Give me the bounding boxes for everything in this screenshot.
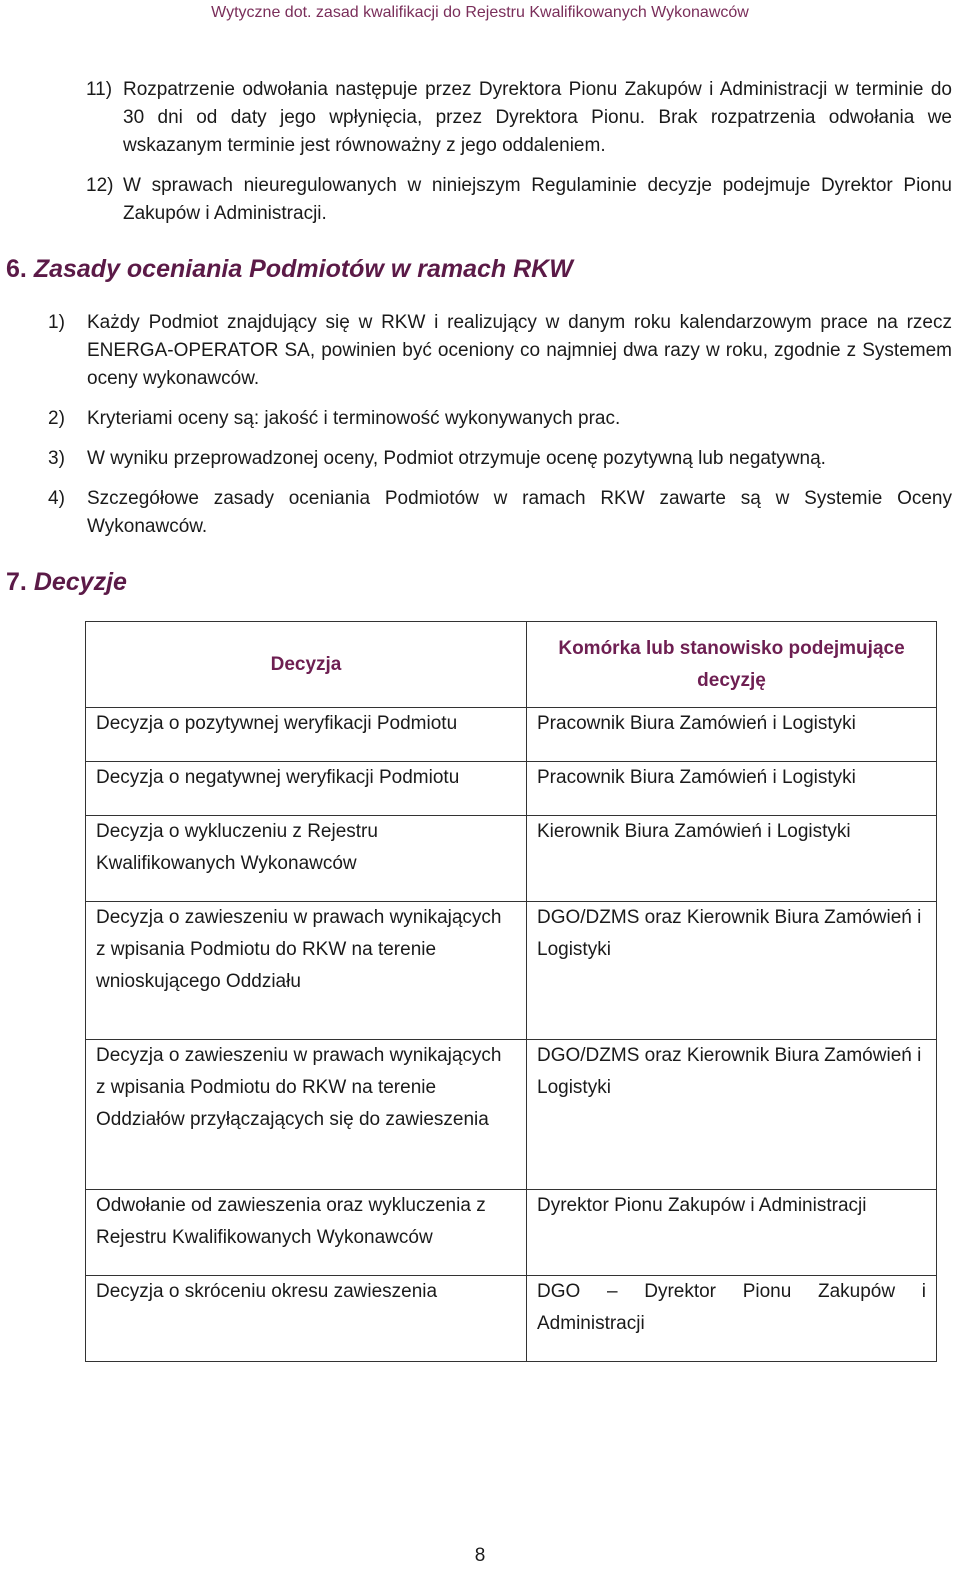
table-header-row — [86, 622, 937, 708]
section-6-list — [48, 309, 952, 553]
unit-cell: DGO/DZMS oraz Kierownik Biura Zamówień i Logistyki — [527, 1040, 937, 1190]
list-item-number: 12) — [86, 175, 114, 196]
header-decision: Decyzja — [86, 622, 527, 708]
list-item — [48, 405, 952, 433]
unit-cell: DGO – Dyrektor Pionu Zakupów i Administracji — [527, 1276, 937, 1362]
section-number: 6. — [6, 255, 27, 283]
table-row — [86, 1190, 937, 1276]
list-item — [86, 76, 952, 160]
section-number: 7. — [6, 568, 27, 596]
list-item — [48, 309, 952, 393]
list-item — [48, 485, 952, 541]
section-title: Zasady oceniania Podmiotów w ramach RKW — [33, 255, 573, 283]
unit-cell: Kierownik Biura Zamówień i Logistyki — [527, 816, 937, 902]
list-item — [48, 445, 952, 473]
list-item-text: W sprawach nieuregulowanych w niniejszym Regulaminie decyzje podejmuje Dyrektor Pionu Zakupów i Administracji. — [123, 175, 952, 224]
decision-cell: Decyzja o zawieszeniu w prawach wynikających z wpisania Podmiotu do RKW na terenie wnioskującego Oddziału — [86, 902, 527, 1040]
table-row — [86, 762, 937, 816]
list-item-number: 4) — [48, 488, 65, 509]
decision-cell: Decyzja o wykluczeniu z Rejestru Kwalifikowanych Wykonawców — [86, 816, 527, 902]
decision-cell: Decyzja o negatywnej weryfikacji Podmiotu — [86, 762, 527, 816]
list-item-number: 3) — [48, 448, 65, 469]
table-row — [86, 902, 937, 1040]
table-row — [86, 708, 937, 762]
list-item-text: Kryteriami oceny są: jakość i terminowość wykonywanych prac. — [87, 408, 621, 429]
running-header: Wytyczne dot. zasad kwalifikacji do Rejestru Kwalifikowanych Wykonawców — [211, 4, 749, 21]
previous-section-list — [86, 76, 952, 228]
decision-cell: Odwołanie od zawieszenia oraz wykluczenia z Rejestru Kwalifikowanych Wykonawców — [86, 1190, 527, 1276]
list-item-text: Szczegółowe zasady oceniania Podmiotów w ramach RKW zawarte są w Systemie Oceny Wykonawców. — [87, 488, 952, 537]
list-item-number: 1) — [48, 312, 65, 333]
section-title: Decyzje — [33, 568, 127, 596]
header-unit: Komórka lub stanowisko podejmujące decyzję — [527, 622, 937, 708]
unit-cell: Dyrektor Pionu Zakupów i Administracji — [527, 1190, 937, 1276]
unit-cell: Pracownik Biura Zamówień i Logistyki — [527, 762, 937, 816]
page-number: 8 — [474, 1545, 486, 1566]
decision-cell: Decyzja o pozytywnej weryfikacji Podmiotu — [86, 708, 527, 762]
list-item-text: W wyniku przeprowadzonej oceny, Podmiot otrzymuje ocenę pozytywną lub negatywną. — [87, 448, 826, 469]
unit-cell: Pracownik Biura Zamówień i Logistyki — [527, 708, 937, 762]
section-7-heading — [6, 568, 127, 597]
table-row — [86, 1276, 937, 1362]
decision-cell: Decyzja o skróceniu okresu zawieszenia — [86, 1276, 527, 1362]
list-item-number: 11) — [86, 79, 113, 100]
table-row — [86, 1040, 937, 1190]
unit-cell: DGO/DZMS oraz Kierownik Biura Zamówień i Logistyki — [527, 902, 937, 1040]
list-item-text: Każdy Podmiot znajdujący się w RKW i realizujący w danym roku kalendarzowym prace na rzecz ENERGA-OPERATOR SA, powinien być oceniony co najmniej dwa razy w roku, zgodnie z Systemem oceny wykonawców. — [87, 312, 952, 389]
list-item-text: Rozpatrzenie odwołania następuje przez Dyrektora Pionu Zakupów i Administracji w terminie do 30 dni od daty jego wpłynięcia, przez Dyrektora Pionu. Brak rozpatrzenia odwołania we wskazanym terminie jest równoważny z jego oddaleniem. — [123, 79, 952, 156]
list-item-number: 2) — [48, 408, 65, 429]
decision-cell: Decyzja o zawieszeniu w prawach wynikających z wpisania Podmiotu do RKW na terenie Oddziałów przyłączających się do zawieszenia — [86, 1040, 527, 1190]
list-item — [86, 172, 952, 228]
table-row — [86, 816, 937, 902]
section-6-heading — [6, 255, 573, 284]
decisions-table — [85, 621, 937, 1362]
